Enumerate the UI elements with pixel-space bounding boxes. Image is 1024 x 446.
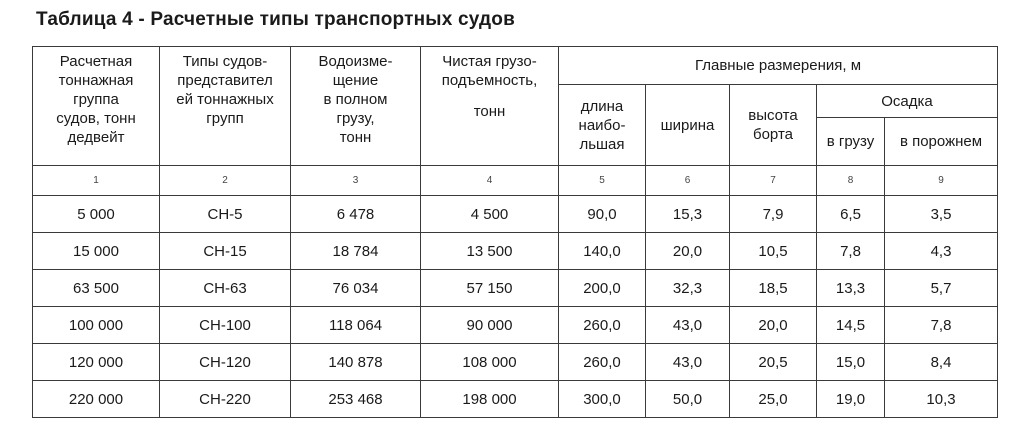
col-number: 4: [421, 166, 559, 196]
col-number: 3: [291, 166, 421, 196]
table-cell: 4 500: [421, 196, 559, 233]
header-draft-loaded: в грузу: [817, 118, 885, 166]
table-cell: 198 000: [421, 381, 559, 418]
table-cell: 7,8: [885, 307, 998, 344]
table-cell: СН-15: [160, 233, 291, 270]
col-number: 9: [885, 166, 998, 196]
table-cell: 20,5: [730, 344, 817, 381]
table-cell: 90,0: [559, 196, 646, 233]
table-cell: 7,8: [817, 233, 885, 270]
table-cell: 25,0: [730, 381, 817, 418]
table-cell: 20,0: [730, 307, 817, 344]
table-cell: 253 468: [291, 381, 421, 418]
table-cell: СН-63: [160, 270, 291, 307]
header-col1: Расчетная тоннажная группа судов, тонн дедвейт: [33, 47, 160, 166]
table-cell: СН-220: [160, 381, 291, 418]
header-col3: Водоизме- щение в полном грузу, тонн: [291, 47, 421, 166]
table-row: [33, 381, 998, 418]
table-cell: 18 784: [291, 233, 421, 270]
table-cell: 6,5: [817, 196, 885, 233]
table-cell: 13,3: [817, 270, 885, 307]
table-cell: СН-5: [160, 196, 291, 233]
table-cell: 13 500: [421, 233, 559, 270]
table-row: [33, 307, 998, 344]
table-cell: 6 478: [291, 196, 421, 233]
header-main-dimensions: Главные размерения, м: [559, 47, 998, 85]
table-cell: 5,7: [885, 270, 998, 307]
table-cell: 10,3: [885, 381, 998, 418]
table-cell: 15,3: [646, 196, 730, 233]
table-row: [33, 233, 998, 270]
header-width: ширина: [646, 85, 730, 166]
column-numbers-row: [33, 166, 998, 196]
table-cell: 100 000: [33, 307, 160, 344]
col-number: 6: [646, 166, 730, 196]
col-number: 5: [559, 166, 646, 196]
col-number: 1: [33, 166, 160, 196]
table-cell: 32,3: [646, 270, 730, 307]
table-cell: 43,0: [646, 307, 730, 344]
header-col4: Чистая грузо- подъемность, тонн: [421, 47, 559, 166]
table-cell: 108 000: [421, 344, 559, 381]
table-cell: 57 150: [421, 270, 559, 307]
header-col2: Типы судов- представител ей тоннажных групп: [160, 47, 291, 166]
table-cell: 300,0: [559, 381, 646, 418]
table-cell: 120 000: [33, 344, 160, 381]
table-cell: 19,0: [817, 381, 885, 418]
table-cell: 10,5: [730, 233, 817, 270]
table-cell: 15,0: [817, 344, 885, 381]
table-cell: 140,0: [559, 233, 646, 270]
table-cell: 140 878: [291, 344, 421, 381]
table-row: [33, 270, 998, 307]
table-cell: 8,4: [885, 344, 998, 381]
table-cell: 260,0: [559, 307, 646, 344]
col-number: 8: [817, 166, 885, 196]
table-title: Таблица 4 - Расчетные типы транспортных судов: [36, 9, 515, 30]
header-length: длина наибо- льшая: [559, 85, 646, 166]
table-cell: 50,0: [646, 381, 730, 418]
table-row: [33, 196, 998, 233]
table-cell: СН-100: [160, 307, 291, 344]
table-cell: 260,0: [559, 344, 646, 381]
table-row: [33, 344, 998, 381]
table-cell: 76 034: [291, 270, 421, 307]
table-cell: 200,0: [559, 270, 646, 307]
header-draft: Осадка: [817, 85, 998, 118]
col-number: 2: [160, 166, 291, 196]
table-cell: 14,5: [817, 307, 885, 344]
vessel-types-table: [32, 46, 998, 418]
table-cell: 90 000: [421, 307, 559, 344]
header-draft-empty: в порожнем: [885, 118, 998, 166]
table-cell: 63 500: [33, 270, 160, 307]
table-cell: 3,5: [885, 196, 998, 233]
table-cell: 18,5: [730, 270, 817, 307]
table-cell: 43,0: [646, 344, 730, 381]
table-cell: 5 000: [33, 196, 160, 233]
table-cell: 4,3: [885, 233, 998, 270]
table-cell: 220 000: [33, 381, 160, 418]
table-cell: 15 000: [33, 233, 160, 270]
table-cell: 20,0: [646, 233, 730, 270]
table-cell: 118 064: [291, 307, 421, 344]
table-cell: 7,9: [730, 196, 817, 233]
header-depth: высота борта: [730, 85, 817, 166]
col-number: 7: [730, 166, 817, 196]
table-cell: СН-120: [160, 344, 291, 381]
